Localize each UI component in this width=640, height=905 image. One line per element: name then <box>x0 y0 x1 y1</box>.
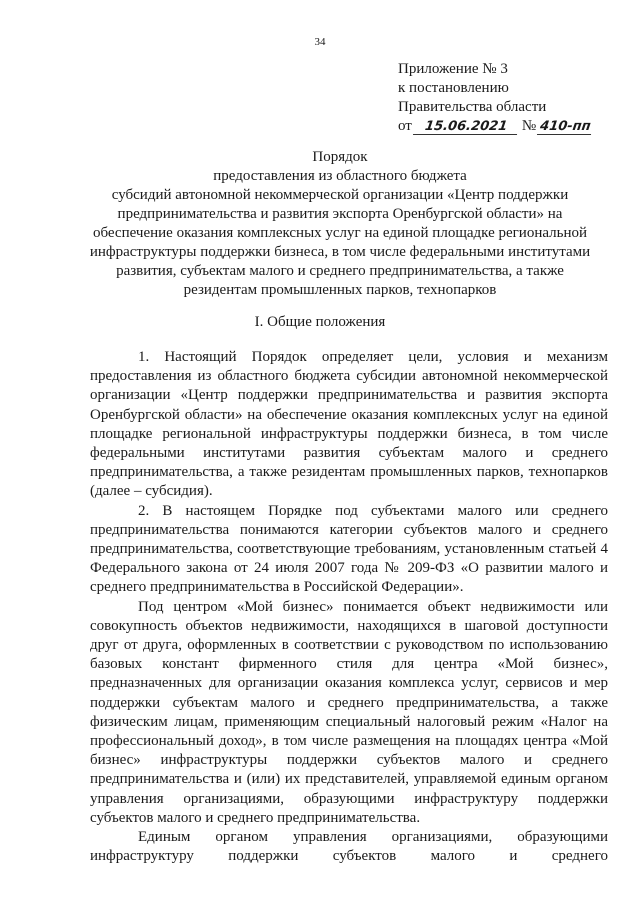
appendix-number-label: № <box>521 118 537 134</box>
paragraph-3: Под центром «Мой бизнес» понимается объект недвижимости или совокупность объектов недвижимости, находящихся в шаговой доступности друг от друга, оформленных в соответствии с руководством по использованию базовых констант фирменного стиля для центра «Мой бизнес», предназначенных для организации оказания комплекса услуг, сервисов и мер поддержки субъектам малого и среднего предпринимательства, а также физическим лицам, применяющим специальный налоговый режим «Налог на профессиональный доход», в том числе размещения на площадях центра «Мой бизнес» инфраструктуры поддержки субъектов малого и среднего предпринимательства и (или) их представителей, управляемой единым органом управления организациями, образующими инфраструктуру поддержки субъектов малого и среднего предпринимательства. <box>90 598 608 826</box>
page-number: 34 <box>314 36 326 48</box>
title-line: развития, субъектам малого и среднего предпринимательства, а также <box>116 263 564 279</box>
appendix-line-resolution: к постановлению <box>398 80 509 96</box>
title-line: резидентам промышленных парков, технопарков <box>183 282 497 298</box>
appendix-title: Приложение № 3 <box>398 61 508 77</box>
title-line: предпринимательства и развития экспорта Оренбургской области» на <box>117 206 563 222</box>
handwritten-date: 15.06.2021 <box>413 120 519 135</box>
paragraph-4: Единым органом управления организациями, образующими инфраструктуру поддержки субъектов малого и среднего <box>90 829 608 865</box>
title-line: Порядок <box>312 149 368 165</box>
paragraph-2: 2. В настоящем Порядке под субъектами малого или среднего предпринимательства понимаются категории субъектов малого и среднего предпринимательства, соответствующие требованиям, установленным статьей 4 Федерального закона от 24 июля 2007 года № 209-ФЗ «О развитии малого и среднего предпринимательства в Российской Федерации». <box>90 502 608 596</box>
appendix-line-government: Правительства области <box>398 99 547 115</box>
title-line: субсидий автономной некоммерческой организации «Центр поддержки <box>111 187 569 203</box>
appendix-date-number-line <box>398 117 628 136</box>
appendix-from-label: от <box>398 118 412 134</box>
title-line: предоставления из областного бюджета <box>213 168 467 184</box>
document-title <box>70 148 610 300</box>
paragraph-1: 1. Настоящий Порядок определяет цели, условия и механизм предоставления из областного бюджета субсидии автономной некоммерческой организации «Центр поддержки предпринимательства и развития экспорта Оренбургской области» на обеспечение оказания комплексных услуг на единой площадке региональной инфраструктуры поддержки бизнеса, в том числе федеральными институтами развития субъектам малого и среднего предпринимательства, а также резидентам промышленных парков, технопарков (далее – субсидия). <box>90 349 608 500</box>
handwritten-number: 410-пп <box>537 120 593 135</box>
section-heading: I. Общие положения <box>254 314 386 330</box>
appendix-block <box>398 60 628 136</box>
document-body <box>90 348 608 866</box>
title-line: инфраструктуры поддержки бизнеса, в том числе федеральными институтами <box>89 244 591 260</box>
title-line: обеспечение оказания комплексных услуг на единой площадке региональной <box>92 225 588 241</box>
